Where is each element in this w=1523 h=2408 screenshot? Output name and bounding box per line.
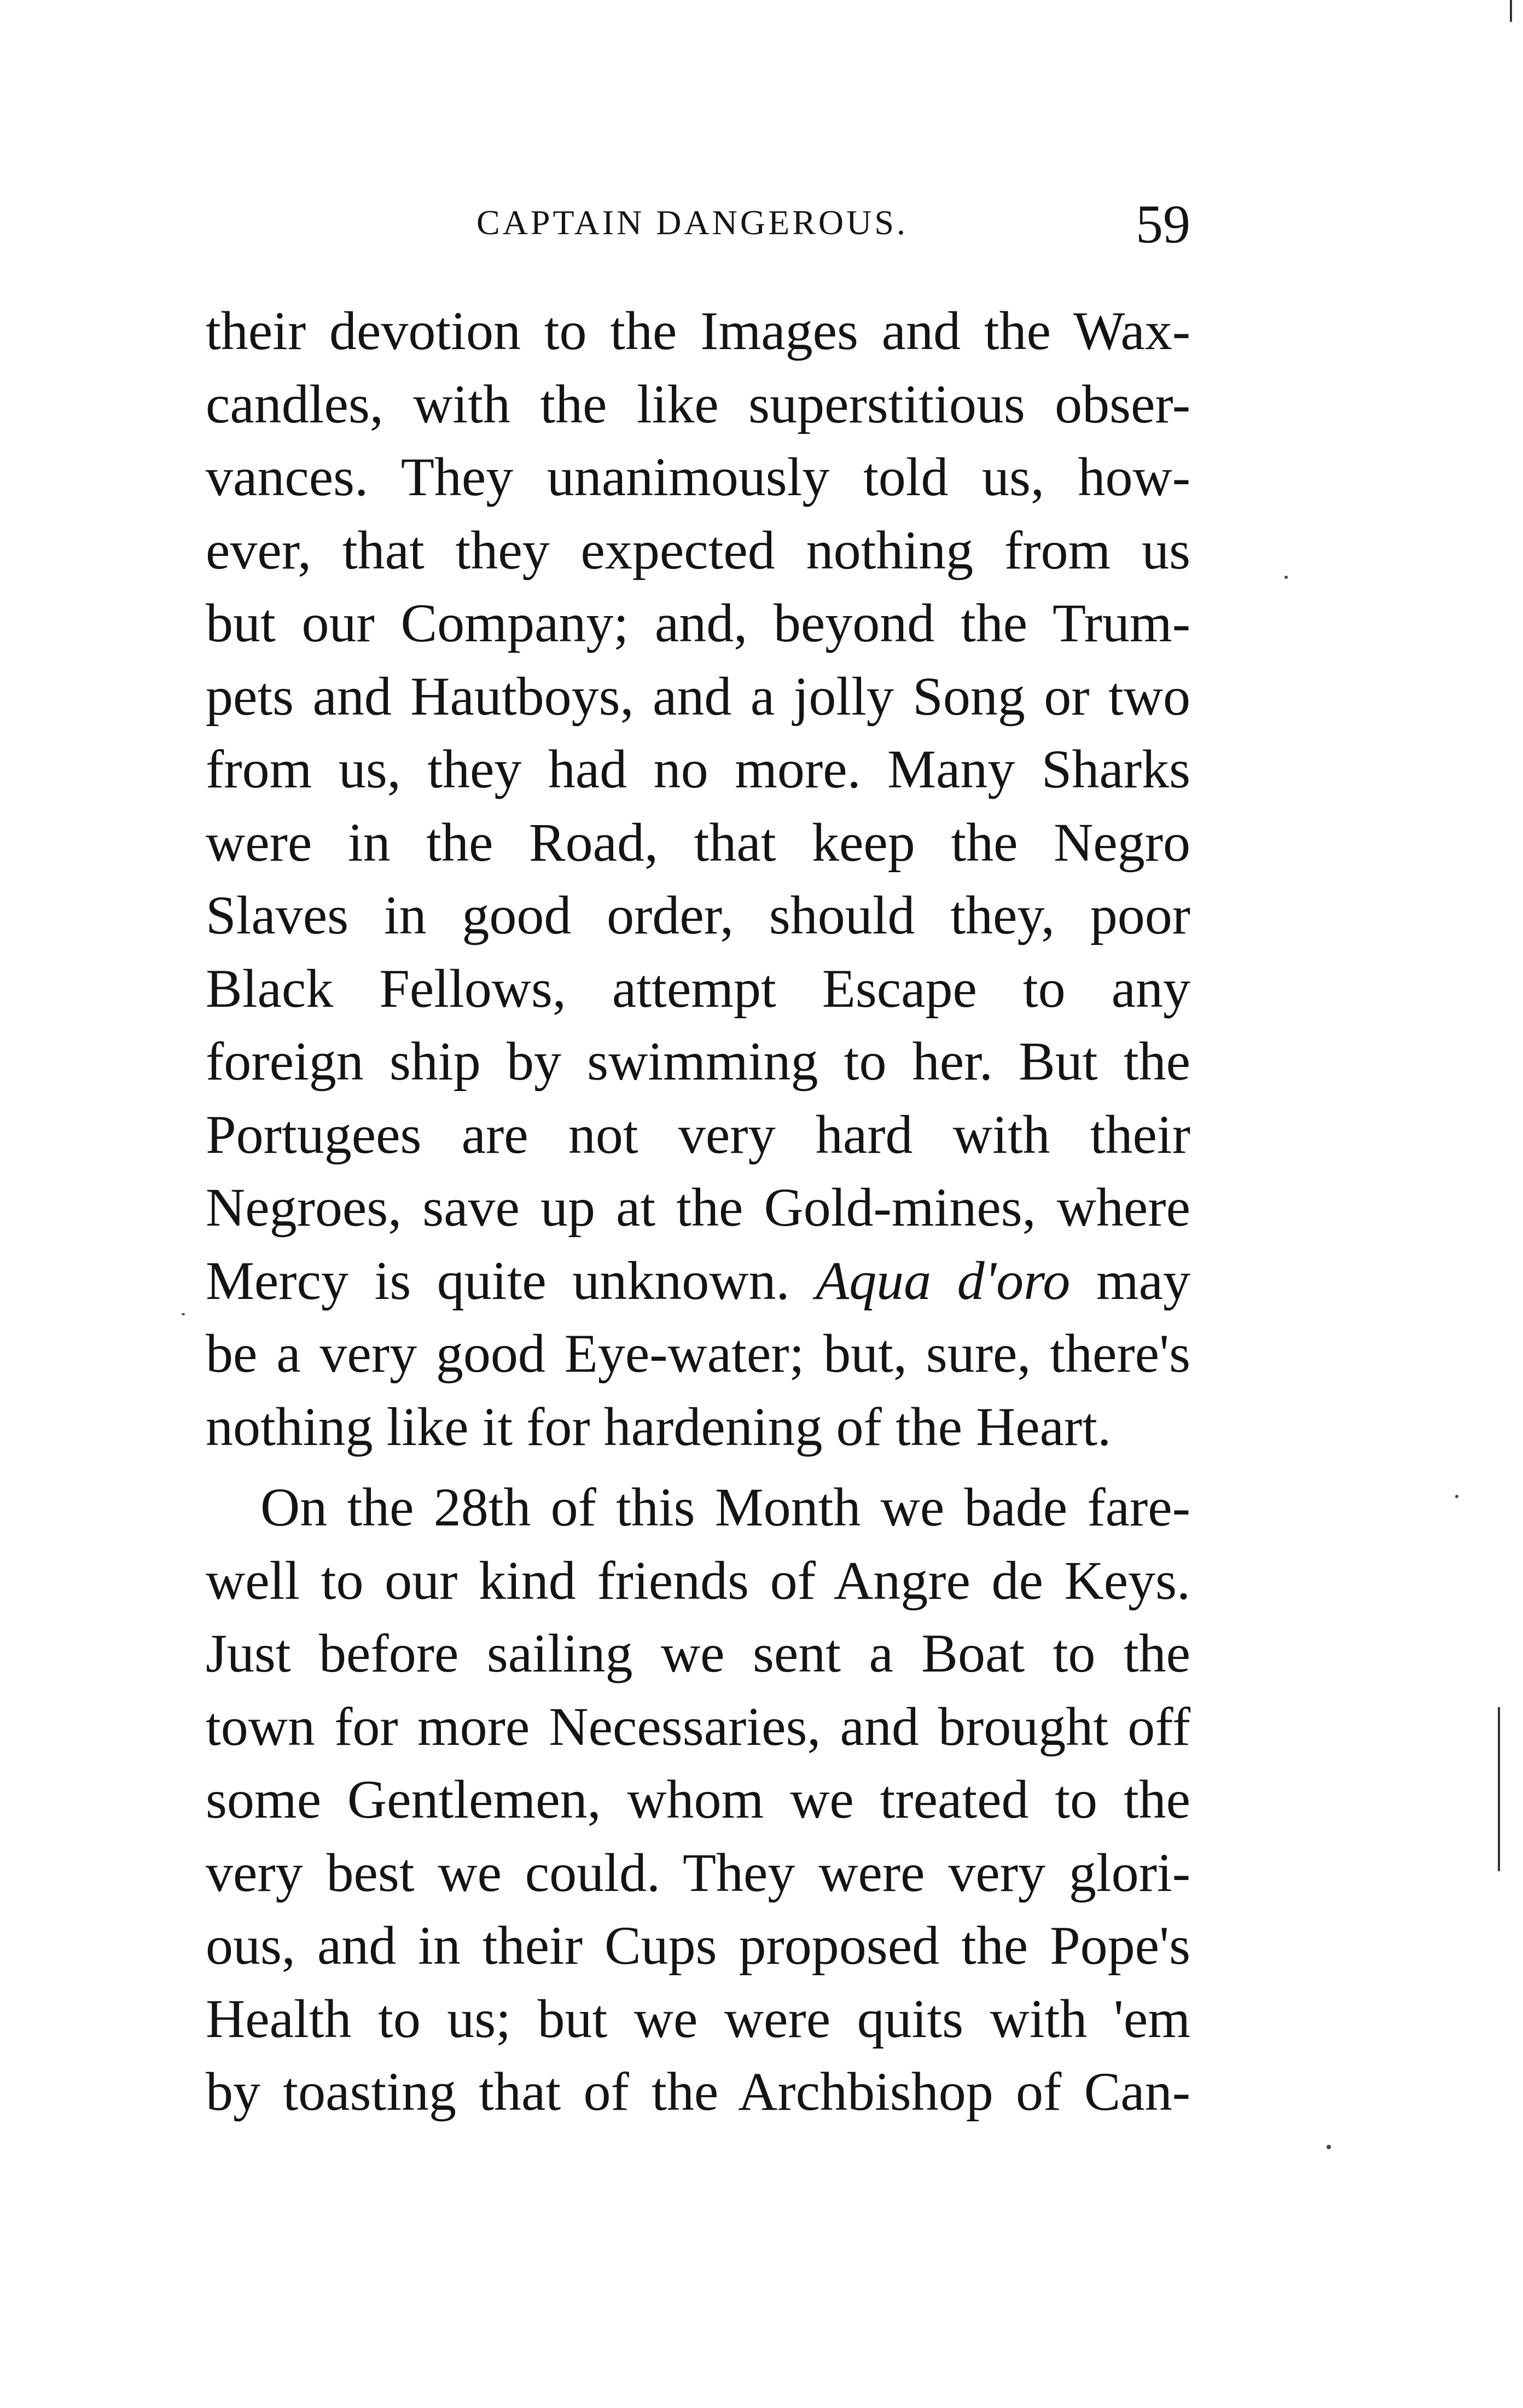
text-line: very best we could. They were very glori-: [206, 1842, 1190, 1903]
paper-speck: [182, 1313, 185, 1315]
text-line: some Gentlemen, whom we treated to the: [206, 1769, 1190, 1830]
text-line: Slaves in good order, should they, poor: [206, 885, 1190, 945]
text-line-final: nothing like it for hardening of the Heart.: [206, 1396, 1112, 1457]
text-line: ever, that they expected nothing from us: [206, 519, 1190, 581]
text-line: by toasting that of the Archbishop of Can-: [206, 2061, 1190, 2122]
paragraph-2: [206, 1475, 1190, 2132]
text-line: Black Fellows, attempt Escape to any: [206, 958, 1190, 1019]
text-line: from us, they had no more. Many Sharks: [206, 739, 1190, 799]
text-line: vances. They unanimously told us, how-: [206, 446, 1190, 507]
text-line: Health to us; but we were quits with 'em: [206, 1988, 1190, 2049]
line-text-after: may: [1070, 1250, 1190, 1311]
text-line: Negroes, save up at the Gold-mines, where: [206, 1177, 1190, 1238]
text-line: candles, with the like superstitious obser-: [206, 373, 1190, 434]
text-line: Portugees are not very hard with their: [206, 1104, 1190, 1165]
paper-speck: [1455, 1495, 1458, 1498]
running-head: [206, 193, 1190, 253]
text-line: were in the Road, that keep the Negro: [206, 811, 1190, 873]
paragraph-gap: [206, 1467, 1190, 1475]
text-line: foreign ship by swimming to her. But the: [206, 1031, 1190, 1092]
text-line: town for more Necessaries, and brought off: [206, 1696, 1190, 1757]
text-line: Just before sailing we sent a Boat to the: [206, 1623, 1190, 1684]
text-line: their devotion to the Images and the Wax-: [206, 300, 1190, 361]
text-line: well to our kind friends of Angre de Keys.: [206, 1550, 1190, 1611]
paper-speck: [1327, 2145, 1331, 2149]
text-line-indented: On the 28th of this Month we bade fare-: [260, 1477, 1190, 1537]
text-line: pets and Hautboys, and a jolly Song or two: [206, 665, 1190, 727]
paper-speck: [1284, 576, 1288, 579]
text-line-with-italic: [206, 1248, 1190, 1321]
paragraph-1: [206, 298, 1190, 1467]
line-text-before: Mercy is quite unknown.: [206, 1250, 816, 1311]
italic-phrase: Aqua d'oro: [816, 1250, 1071, 1311]
body-text: [206, 298, 1190, 2132]
page-edge-mark: [1510, 0, 1512, 22]
page-edge-mark: [1498, 1707, 1500, 1871]
text-line: ous, and in their Cups proposed the Pope's: [206, 1915, 1190, 1976]
running-title: CAPTAIN DANGEROUS.: [476, 203, 908, 242]
text-line: but our Company; and, beyond the Trum-: [206, 593, 1190, 653]
page-number: 59: [1136, 194, 1190, 254]
text-line: be a very good Eye-water; but, sure, there's: [206, 1323, 1190, 1384]
